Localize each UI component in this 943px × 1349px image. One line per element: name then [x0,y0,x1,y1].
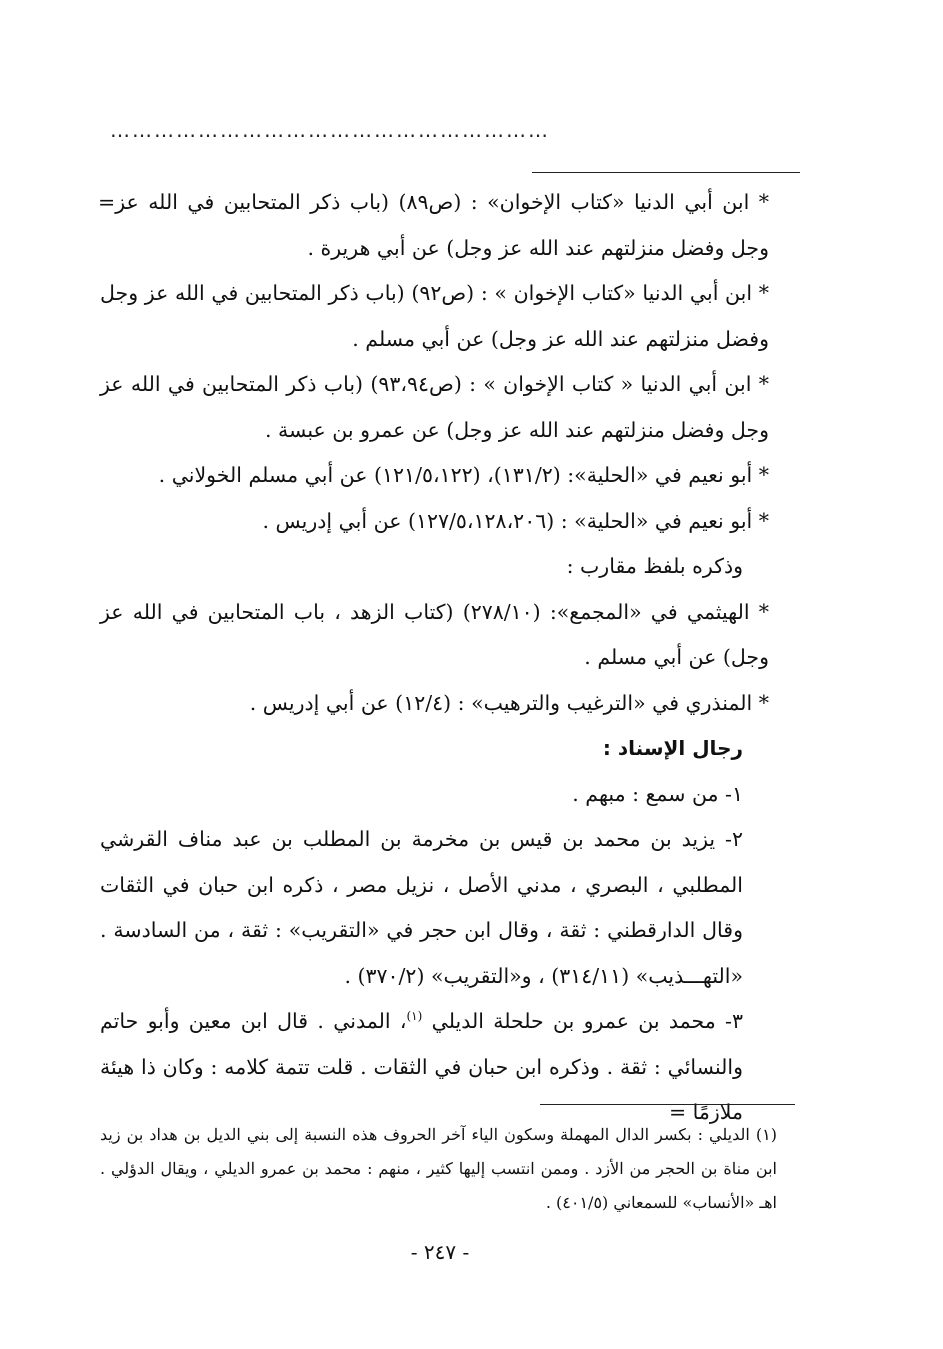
paragraph: * المنذري في «الترغيب والترهيب» : (١٢/٤) عن أبي إدريس . [249,690,769,715]
continuation-mark: = [98,190,116,214]
main-text [100,180,805,1136]
paragraph: وذكره بلفظ مقارب : [566,554,743,578]
paragraph: * ابن أبي الدنيا « كتاب الإخوان » : (ص٩٣،٩٤) (باب ذكر المتحابين في الله عز وجل وفضل منزلتهم عند الله عز وجل) عن عمرو بن عبسة . [100,372,769,442]
top-rule [532,172,800,173]
section-heading: رجال الإسناد : [602,736,743,760]
page-number: - ٢٤٧ - [410,1240,470,1264]
narrator-entry: ٣- محمد بن عمرو بن حلحلة الديلي $^{(١)}$، المدني . قال ابن معين وأبو حاتم والنسائي : ثقة . وذكره ابن حبان في الثقات . قلت تتمة كلامه : وكان ذا هيئة ملازمًا = [100,1009,743,1124]
paragraph: * أبو نعيم في «الحلية» : (١٢٧/٥،١٢٨،٢٠٦) عن أبي إدريس . [262,508,769,533]
paragraph: * الهيثمي في «المجمع»: (٢٧٨/١٠) (كتاب الزهد ، باب المتحابين في الله عز وجل) عن أبي مسلم . [100,599,769,669]
narrator-entry: ١- من سمع : مبهم . [572,781,743,806]
footnote-number: (١) [755,1125,777,1144]
narrator-entry: ٢- يزيد بن محمد بن قيس بن مخرمة بن المطلب بن عبد مناف القرشي المطلبي ، البصري ، مدني الأصل ، نزيل مصر ، ذكره ابن حبان في الثقات وقال الدارقطني : ثقة ، وقال ابن حجر في «التقريب» : ثقة ، من السادسة . «التهـــذيب» (٣١٤/١١) ، و«التقريب» (٣٧٠/٢) . [100,827,743,988]
footnote-text: (١) الديلي : بكسر الدال المهملة وسكون الياء آخر الحروف هذه النسبة إلى بني الديل بن هداد بن زيد ابن مناة بن الحجر من الأزد . وممن انتسب إليها كثير ، منهم : محمد بن عمرو الديلي ، ويقال الدؤلي . اهـ «الأنساب» للسمعاني (٤٠١/٥) . [100,1125,777,1212]
paragraph: * أبو نعيم في «الحلية»: (١٣١/٢)، (١٢١/٥،١٢٢) عن أبي مسلم الخولاني . [158,463,769,487]
footnote-rule [540,1104,795,1105]
footnote-ref[interactable]: (١) [406,1009,423,1024]
footnote [100,1118,805,1220]
paragraph: = * ابن أبي الدنيا «كتاب الإخوان» : (ص٨٩) (باب ذكر المتحابين في الله عز وجل وفضل منزلتهم عند الله عز وجل) عن أبي هريرة . [100,180,805,271]
paragraph: * ابن أبي الدنيا «كتاب الإخوان » : (ص٩٢) (باب ذكر المتحابين في الله عز وجل وفضل منزلتهم عند الله عز وجل) عن أبي مسلم . [100,281,769,351]
separator-dots: …………………………………………………… [110,118,550,142]
